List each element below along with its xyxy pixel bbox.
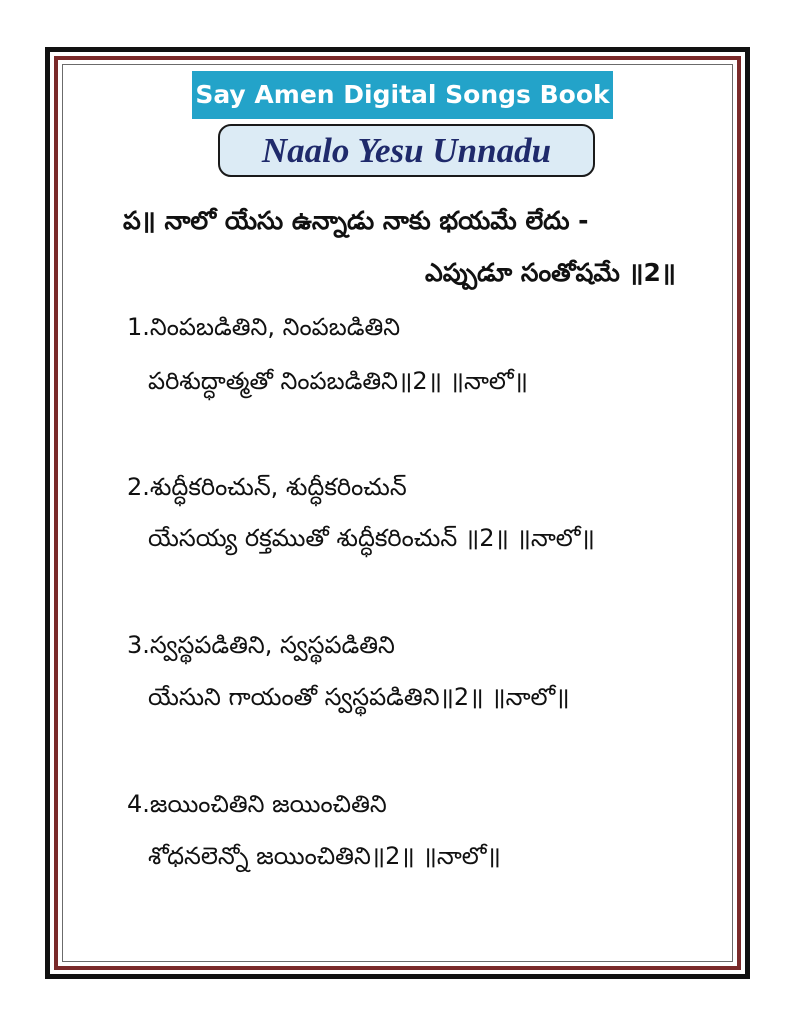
- songbook-banner: Say Amen Digital Songs Book: [192, 71, 613, 119]
- verse-2-line-1: 2.శుద్ధీకరించున్, శుద్ధీకరించున్: [127, 473, 407, 501]
- verse-1-line-1: 1.నింపబడితిని, నింపబడితిని: [127, 313, 401, 341]
- verse-3-line-2: యేసుని గాయంతో స్వస్థపడితిని॥2॥ ॥నాలో॥: [148, 683, 570, 711]
- verse-3-line-1: 3.స్వస్థపడితిని, స్వస్థపడితిని: [127, 631, 395, 659]
- verse-2-line-2: యేసయ్య రక్తముతో శుద్ధీకరించున్ ॥2॥ ॥నాలో॥: [148, 524, 595, 552]
- verse-4-line-1: 4.జయించితిని జయించితిని: [127, 790, 387, 818]
- verse-1-line-2: పరిశుద్ధాత్మతో నింపబడితిని॥2॥ ॥నాలో॥: [148, 367, 528, 395]
- page-border-inner: [62, 64, 733, 962]
- song-title: Naalo Yesu Unnadu: [218, 124, 595, 177]
- verse-4-line-2: శోధనలెన్నో జయించితిని॥2॥ ॥నాలో॥: [148, 842, 501, 870]
- pallavi-line-1: ప॥ నాలో యేసు ఉన్నాడు నాకు భయమే లేదు -: [123, 206, 589, 235]
- pallavi-line-2: ఎప్పుడూ సంతోషమే ॥2॥: [425, 258, 676, 287]
